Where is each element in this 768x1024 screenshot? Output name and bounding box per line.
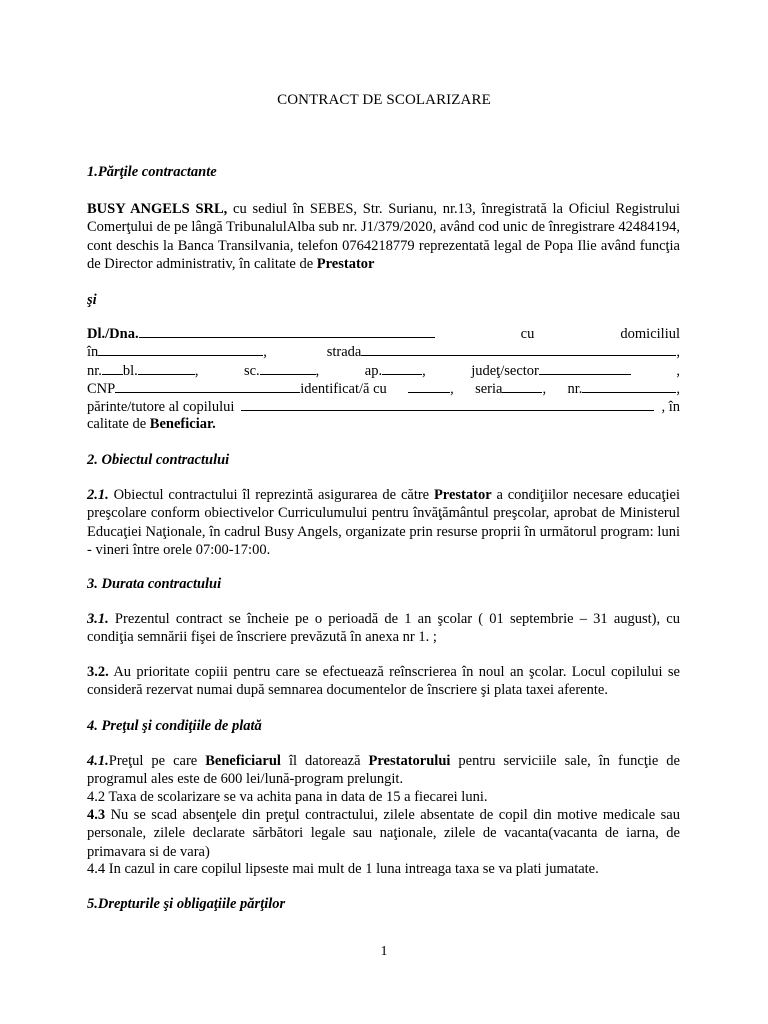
- clause-4-1-prestatorului: Prestatorului: [368, 753, 451, 769]
- sc-field-group: [244, 361, 319, 380]
- section-1-heading: 1.Părţile contractante: [87, 164, 217, 180]
- document-title: CONTRACT DE SCOLARIZARE: [277, 92, 491, 108]
- locality-field-group: [87, 342, 267, 361]
- si-conjunction: şi: [87, 292, 97, 308]
- comma-8: ,: [542, 380, 547, 397]
- clause-2-1-prestator: Prestator: [433, 487, 492, 503]
- clause-4-1-number: 4.1.: [87, 753, 109, 769]
- sc-field[interactable]: [260, 361, 316, 375]
- clause-4-3-text: Nu se scad absenţele din preţul contractului, zilele absentate de copil din motive medicale sau personale, zilele declarate sărbători legale sau naţionale, zilele de vacanta(vacanta de iarna, de primavara si de vara): [87, 807, 680, 860]
- comma-3: ,: [194, 362, 199, 379]
- comma-4: ,: [315, 362, 320, 379]
- child-name-field[interactable]: [241, 397, 654, 411]
- form-row-role: [87, 415, 680, 433]
- clause-3-1-number: 3.1.: [87, 611, 109, 627]
- ap-field-group: [365, 361, 426, 380]
- form-row-address: [87, 342, 680, 360]
- ap-field[interactable]: [382, 361, 422, 375]
- comma-7: ,: [450, 380, 454, 397]
- comma-9: ,: [676, 380, 680, 397]
- section-4-heading: 4. Preţul şi condiţiile de plată: [87, 718, 262, 734]
- domiciliul-label: domiciliul: [620, 326, 680, 342]
- cu-label: cu: [520, 326, 535, 342]
- form-row-name: [87, 324, 680, 342]
- form-row-cnp: [87, 379, 680, 397]
- judet-field-group: [471, 361, 631, 380]
- comma-1: ,: [263, 344, 267, 361]
- street-field[interactable]: [361, 342, 676, 356]
- section-3-heading: 3. Durata contractului: [87, 576, 222, 592]
- section-5-heading: 5.Drepturile şi obligaţiile părţilor: [87, 896, 286, 912]
- clause-4-1-beneficiarul: Beneficiarul: [205, 753, 281, 769]
- bl-label: bl.: [122, 362, 138, 379]
- id-type-field[interactable]: [408, 379, 450, 393]
- clause-3-1-text: Prezentul contract se încheie pe o perioadă de 1 an şcolar ( 01 septembrie – 31 august), cu condiţia semnării fişei de înscriere prevăzută în anexa nr 1. ;: [87, 611, 680, 646]
- clause-3-1: [87, 610, 680, 647]
- page-number: 1: [380, 944, 388, 959]
- locality-field[interactable]: [98, 342, 263, 356]
- name-field[interactable]: [139, 324, 435, 338]
- seria-field[interactable]: [502, 379, 542, 393]
- comma-2: ,: [676, 344, 680, 361]
- clause-3-2-number: 3.2.: [87, 664, 109, 680]
- prestator-label: Prestator: [316, 255, 375, 272]
- in-suffix-label: , în: [661, 399, 680, 416]
- clause-4-1-text-a: Preţul pe care: [108, 753, 206, 769]
- judet-label: judeţ/sector: [471, 362, 539, 379]
- judet-field[interactable]: [539, 361, 631, 375]
- clause-4-2: 4.2 Taxa de scolarizare se va achita pana in data de 15 a fiecarei luni.: [87, 789, 488, 805]
- beneficiary-form: [87, 324, 680, 434]
- clause-4-1-text-e: pentru serviciile sale, în funcţie de programul ales este de 600 lei/lună-program prelungit.: [87, 753, 680, 788]
- bl-field[interactable]: [138, 361, 195, 375]
- company-details: cu sediul în SEBES, Str. Surianu, nr.13, înregistrată la Oficiul Registrului Comerţului de pe lângă TribunalulAlba sub nr. J1/379/2020, având cod unic de înregistrare 42484194, cont deschis la Banca Transilvania, telefon 0764218779 reprezentată legal de Popa Ilie având funcţia de Director administrativ, în calitate de: [87, 201, 680, 272]
- clause-2-1-number: 2.1.: [87, 487, 109, 503]
- parinte-label: părinte/tutore al copilului: [87, 399, 235, 416]
- company-paragraph: [87, 200, 680, 273]
- comma-6: ,: [676, 362, 680, 379]
- name-label: Dl./Dna.: [87, 326, 139, 342]
- nr-label: nr.: [87, 362, 102, 379]
- seria-field-group: [475, 379, 546, 398]
- clause-4-3-number: 4.3: [87, 807, 106, 823]
- comma-5: ,: [422, 362, 426, 379]
- sc-label: sc.: [243, 362, 260, 379]
- section-2-heading: 2. Obiectul contractului: [87, 452, 230, 468]
- identificat-label: identificat/ă cu: [300, 380, 387, 397]
- cnp-field[interactable]: [115, 379, 300, 393]
- clause-4-3: [87, 806, 680, 861]
- clause-4-4: 4.4 In cazul in care copilul lipseste mai mult de 1 luna intreaga taxa se va plati jumatate.: [87, 861, 599, 877]
- clause-2-1: [87, 486, 680, 559]
- clause-4-1-text-c: îl datorează: [280, 753, 369, 769]
- clause-4-1: [87, 752, 680, 789]
- form-row-parent: [87, 397, 680, 415]
- nr-field-group: [87, 361, 198, 380]
- seria-label: seria: [475, 380, 503, 397]
- in-label: în: [87, 344, 99, 361]
- clause-2-1-text-c: a condiţiilor necesare educaţiei preşcolare conform obiectivelor Curriculumului pentru învăţământul preşcolar, aprobat de Ministerul Educaţiei Naţionale, în cadrul Busy Angels, organizate prin resurse proprii în următorul program: luni - vineri între orele 07:00-17:00.: [87, 487, 680, 558]
- id-nr-field[interactable]: [582, 379, 676, 393]
- id-nr-field-group: [567, 379, 680, 398]
- clause-2-1-text-a: Obiectul contractului îl reprezintă asigurarea de către: [108, 487, 434, 503]
- calitate-label: calitate de: [87, 416, 150, 433]
- clause-3-2-text: Au prioritate copiii pentru care se efectuează reînscrierea în noul an şcolar. Locul copilului se consideră rezervat numai după semnarea documentelor de înscriere şi plata taxei aferente.: [87, 664, 680, 699]
- strada-label: strada: [326, 344, 362, 361]
- street-field-group: [327, 342, 680, 361]
- clause-3-2: [87, 663, 680, 700]
- cnp-field-group: [87, 379, 387, 398]
- name-field-group: [87, 324, 435, 343]
- id-type-group: [408, 379, 454, 398]
- ap-label: ap.: [364, 362, 383, 379]
- cnp-label: CNP: [87, 380, 116, 397]
- nr-field[interactable]: [102, 361, 123, 375]
- company-name: BUSY ANGELS SRL,: [87, 201, 228, 217]
- beneficiar-label: Beneficiar.: [149, 416, 216, 433]
- id-nr-label: nr.: [567, 380, 583, 397]
- form-row-number: [87, 361, 680, 379]
